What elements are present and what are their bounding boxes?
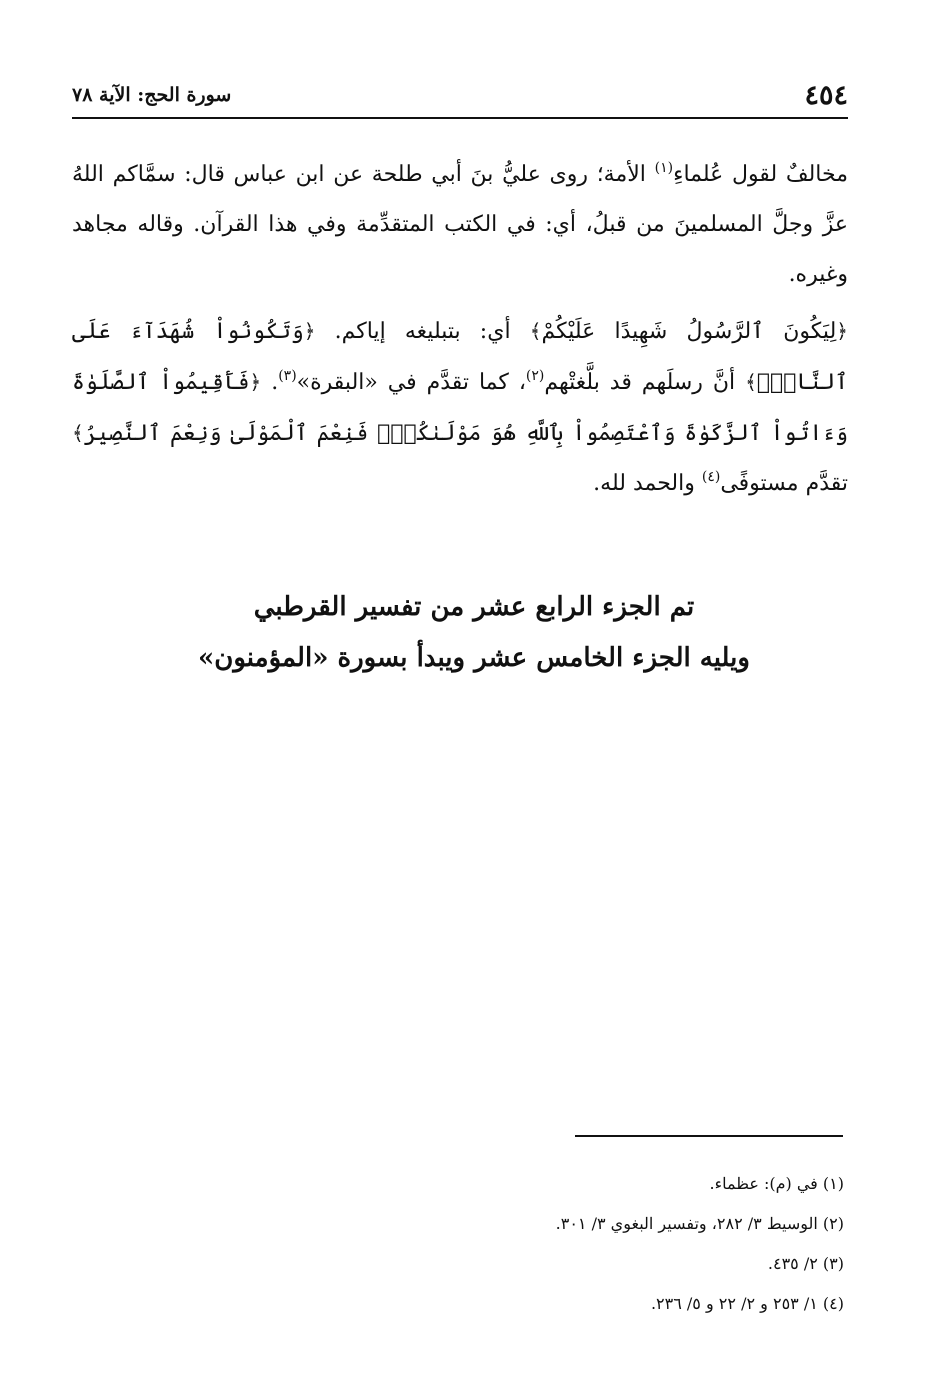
text-run: الأمة؛ روى عليُّ بنَ أبي طلحة عن ابن عباس قال: سمَّاكم اللهُ عزَّ وجلَّ المسلمينَ من قبلُ، أي: في الكتب المتقدِّمة وفي هذا القرآن. وقاله مجاهد وغيره.: [72, 162, 848, 287]
text-run: أنَّ رسلَهم قد بلَّغتْهم: [544, 370, 746, 395]
footnote-ref-1: (١): [654, 160, 674, 176]
text-run: والحمد لله.: [593, 471, 702, 496]
text-run: تقدَّم مستوفًى: [720, 471, 848, 496]
paragraph-2: [72, 306, 848, 509]
quran-bracket-open: ﴿: [303, 319, 316, 343]
footnote-2: (٢) الوسيط ٣/ ٢٨٢، وتفسير البغوي ٣/ ٣٠١.: [555, 1214, 844, 1233]
footnote-ref-4: (٤): [701, 469, 721, 485]
page-header: [72, 78, 848, 112]
footnote-rule: [575, 1135, 843, 1137]
body-text: [72, 150, 848, 509]
closing-note: [72, 582, 876, 684]
footnote-4: (٤) ١/ ٢٥٣ و ٢/ ٢٢ و ٥/ ٢٣٦.: [650, 1294, 844, 1313]
text-run: أي: بتبليغه إياكم.: [315, 319, 530, 344]
footnote-ref-3: (٣): [278, 368, 297, 384]
footnote-3: (٣) ٢/ ٤٣٥.: [767, 1254, 844, 1273]
quran-verse: لِيَكُونَ ٱلرَّسُولُ شَهِيدًا عَلَيْكُمْ: [541, 319, 837, 344]
running-title: سورة الحج: الآية ٧٨: [72, 84, 232, 106]
quran-bracket-close: ﴾: [529, 319, 542, 343]
footnotes: [72, 1164, 844, 1324]
text-run: مخالفٌ لقول عُلماءِ: [673, 162, 848, 187]
paragraph-1: [72, 150, 848, 300]
quran-bracket-close: ﴾: [72, 421, 84, 445]
closing-line-2: ويليه الجزء الخامس عشر ويبدأ بسورة «المؤمنون»: [198, 643, 750, 673]
text-run: .: [261, 370, 279, 395]
quran-bracket-close: ﴾: [745, 370, 757, 394]
footnote-ref-2: (٢): [525, 368, 545, 384]
page-number: ٤٥٤: [804, 79, 848, 111]
quran-verse: فَأَقِيمُواْ ٱلصَّلَوٰةَ وَءَاتُواْ ٱلزَّكَوٰةَ وَٱعْتَصِمُواْ بِٱللَّهِ هُوَ مَوْلَىٰكُمْۖ فَنِعْمَ ٱلْمَوْلَىٰ وَنِعْمَ ٱلنَّصِيرُ: [72, 370, 848, 446]
footnote-1: (١) في (م): عظماء.: [709, 1174, 844, 1193]
text-run: ، كما تقدَّم في «البقرة»: [296, 370, 526, 395]
header-rule: [72, 117, 848, 119]
quran-verse: وَتَكُونُواْ شُهَدَآءَ عَلَى ٱلنَّاسِۚ: [72, 319, 848, 395]
quran-bracket-open: ﴿: [836, 319, 848, 343]
quran-bracket-open: ﴿: [249, 370, 262, 394]
closing-line-1: تم الجزء الرابع عشر من تفسير القرطبي: [253, 592, 695, 622]
